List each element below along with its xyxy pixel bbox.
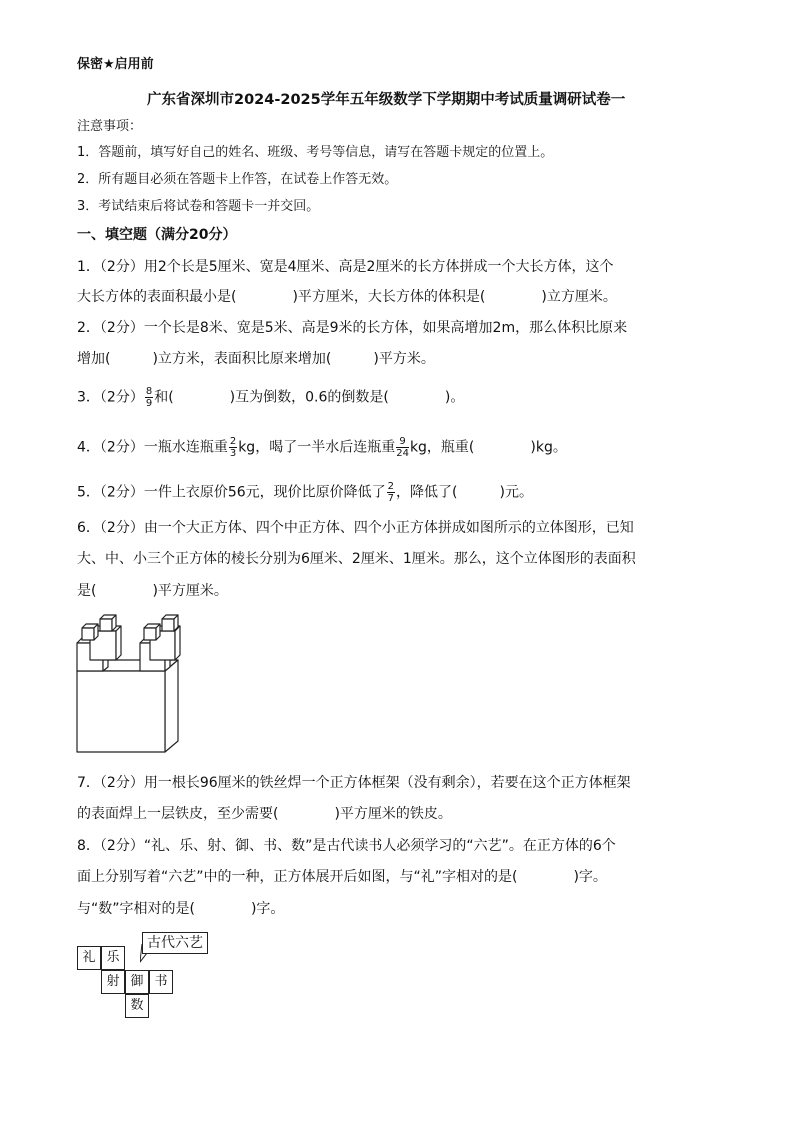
q6-line-3: 是( )平方厘米。 bbox=[77, 583, 228, 599]
q8-line-3: 与“数”字相对的是( )字。 bbox=[77, 901, 285, 917]
q2-line-2: 增加( )立方米，表面积比原来增加( )平方米。 bbox=[77, 351, 435, 367]
q4-mid: kg，喝了一半水后连瓶重 bbox=[238, 439, 396, 456]
net-cell-li: 礼 bbox=[77, 946, 101, 970]
notice-item-3: 3．考试结束后将试卷和答题卡一并交回。 bbox=[77, 199, 320, 214]
q5-suffix: ，降低了( )元。 bbox=[396, 484, 533, 501]
q7-line-1: 7．（2分）用一根长96厘米的铁丝焊一个正方体框架（没有剩余），若要在这个正方体框架 bbox=[77, 775, 631, 791]
q6-line-1: 6．（2分）由一个大正方体、四个中正方体、四个小正方体拼成如图所示的立体图形，已知 bbox=[77, 520, 634, 536]
section-heading: 一、填空题（满分20分） bbox=[77, 227, 237, 243]
confidential-label: 保密★启用前 bbox=[77, 57, 154, 72]
net-cell-yu: 御 bbox=[125, 970, 149, 994]
q5-fraction: $\frac{2}{7}$ bbox=[387, 481, 395, 504]
q3-prefix: 3．（2分） bbox=[77, 389, 144, 406]
cube-castle-figure bbox=[74, 605, 184, 755]
q4-suffix: kg，瓶重( )kg。 bbox=[409, 439, 567, 456]
net-cell-shu: 书 bbox=[149, 970, 173, 994]
q6-line-2: 大、中、小三个正方体的棱长分别为6厘米、2厘米、1厘米。那么，这个立体图形的表面积 bbox=[77, 551, 636, 567]
q8-line-1: 8．（2分）“礼、乐、射、御、书、数”是古代读书人必须学习的“六艺”。在正方体的6个 bbox=[77, 838, 616, 854]
q1-line-1: 1．（2分）用2个长是5厘米、宽是4厘米、高是2厘米的长方体拼成一个大长方体，这个 bbox=[77, 259, 614, 275]
q3-line bbox=[77, 386, 464, 409]
net-cell-she: 射 bbox=[101, 970, 125, 994]
speech-bubble: 古代六艺 bbox=[142, 932, 208, 954]
q5-line bbox=[77, 481, 533, 504]
q7-line-2: 的表面焊上一层铁皮，至少需要( )平方厘米的铁皮。 bbox=[77, 806, 452, 822]
net-cell-yue: 乐 bbox=[101, 946, 125, 970]
net-cell-shu-math: 数 bbox=[125, 994, 149, 1018]
q4-line bbox=[77, 436, 567, 459]
q3-fraction: $\frac{8}{9}$ bbox=[145, 386, 153, 409]
q8-line-2: 面上分别写着“六艺”中的一种，正方体展开后如图，与“礼”字相对的是( )字。 bbox=[77, 869, 607, 885]
q4-fraction-1: $\frac{2}{3}$ bbox=[229, 436, 237, 459]
page-title: 广东省深圳市2024-2025学年五年级数学下学期期中考试质量调研试卷一 bbox=[147, 92, 626, 108]
q1-line-2: 大长方体的表面积最小是( )平方厘米，大长方体的体积是( )立方厘米。 bbox=[77, 289, 617, 305]
q5-prefix: 5．（2分）一件上衣原价56元，现价比原价降低了 bbox=[77, 484, 386, 501]
notice-item-1: 1．答题前，填写好自己的姓名、班级、考号等信息，请写在答题卡规定的位置上。 bbox=[77, 145, 554, 160]
q3-suffix: 和( )互为倒数，0.6的倒数是( )。 bbox=[154, 389, 465, 406]
q4-fraction-2: $\frac{9}{24}$ bbox=[396, 436, 409, 459]
notice-heading: 注意事项： bbox=[77, 119, 143, 134]
q2-line-1: 2．（2分）一个长是8米、宽是5米、高是9米的长方体，如果高增加2m，那么体积比原来 bbox=[77, 320, 628, 336]
q4-prefix: 4．（2分）一瓶水连瓶重 bbox=[77, 439, 228, 456]
notice-item-2: 2．所有题目必须在答题卡上作答，在试卷上作答无效。 bbox=[77, 172, 398, 187]
